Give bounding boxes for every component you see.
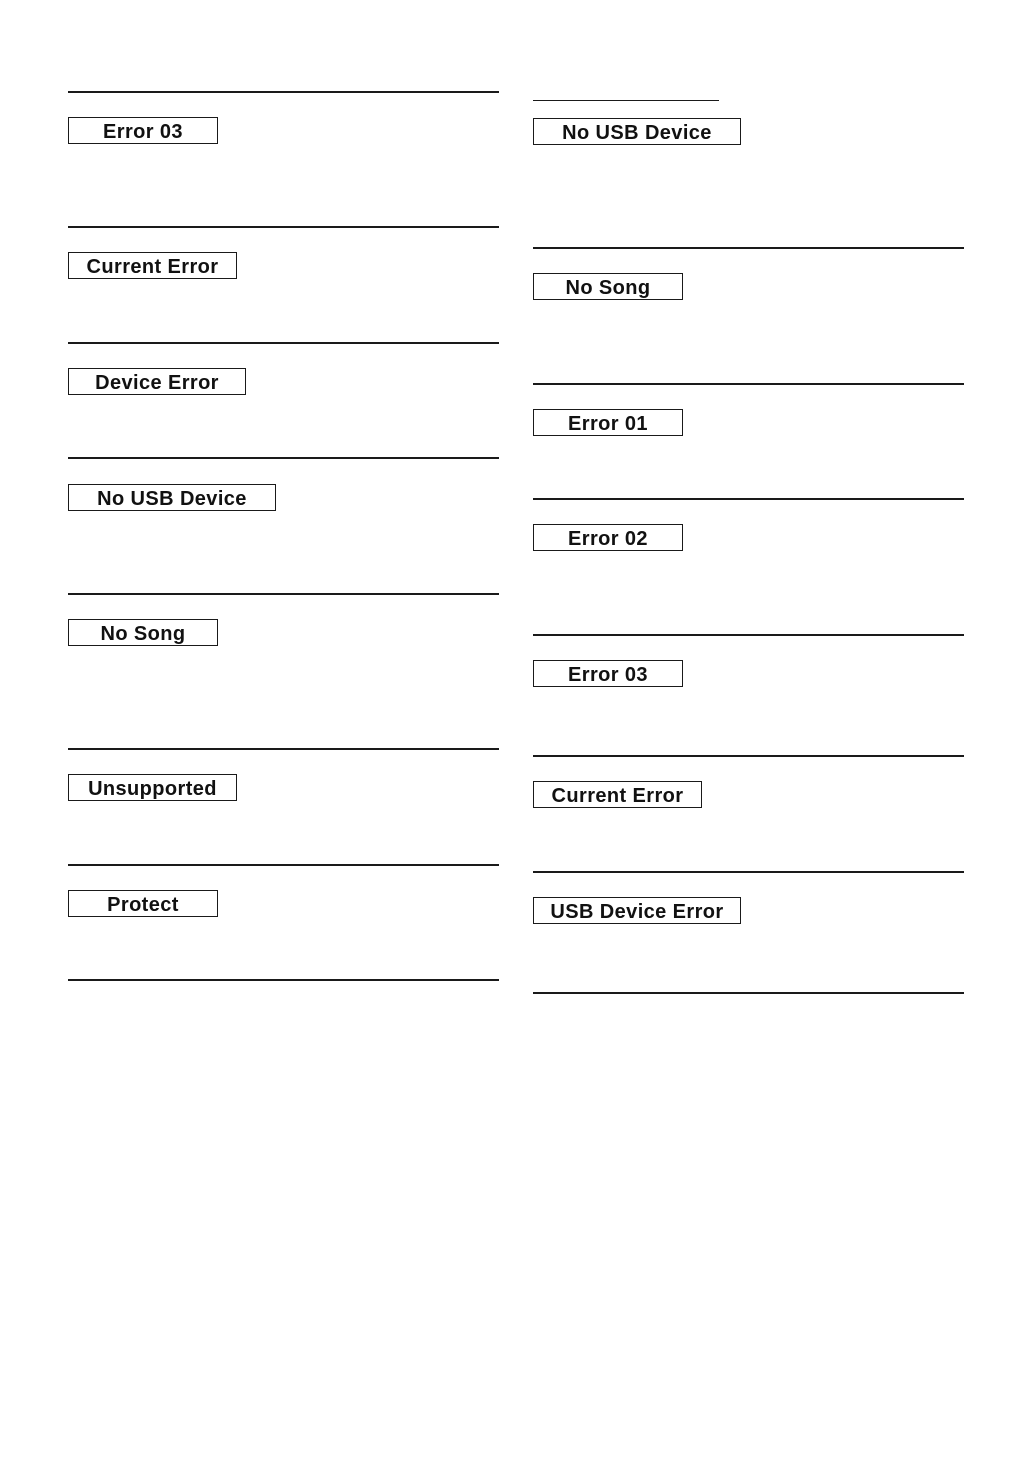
display-message-box: USB Device Error xyxy=(533,897,741,924)
section-divider xyxy=(68,457,499,459)
display-message-box: Error 03 xyxy=(68,117,218,144)
display-message-box: Unsupported xyxy=(68,774,237,801)
display-message-box: No USB Device xyxy=(68,484,276,511)
right-message-column xyxy=(533,0,964,1458)
section-divider xyxy=(533,247,964,249)
display-message-box: Device Error xyxy=(68,368,246,395)
display-message-box: Protect xyxy=(68,890,218,917)
section-divider xyxy=(68,979,499,981)
left-message-column xyxy=(68,0,499,1458)
section-divider xyxy=(68,342,499,344)
display-message-box: No Song xyxy=(68,619,218,646)
display-message-box: No USB Device xyxy=(533,118,741,145)
section-divider xyxy=(68,748,499,750)
display-message-box: Current Error xyxy=(68,252,237,279)
section-divider xyxy=(68,593,499,595)
display-message-box: Current Error xyxy=(533,781,702,808)
display-message-box: Error 02 xyxy=(533,524,683,551)
section-divider xyxy=(533,383,964,385)
section-divider xyxy=(533,634,964,636)
section-divider xyxy=(68,226,499,228)
display-message-box: Error 01 xyxy=(533,409,683,436)
section-divider xyxy=(68,91,499,93)
display-message-box: Error 03 xyxy=(533,660,683,687)
display-message-box: No Song xyxy=(533,273,683,300)
section-divider xyxy=(68,864,499,866)
section-divider xyxy=(533,871,964,873)
section-divider xyxy=(533,992,964,994)
section-divider xyxy=(533,498,964,500)
section-divider xyxy=(533,755,964,757)
section-divider xyxy=(533,100,719,101)
